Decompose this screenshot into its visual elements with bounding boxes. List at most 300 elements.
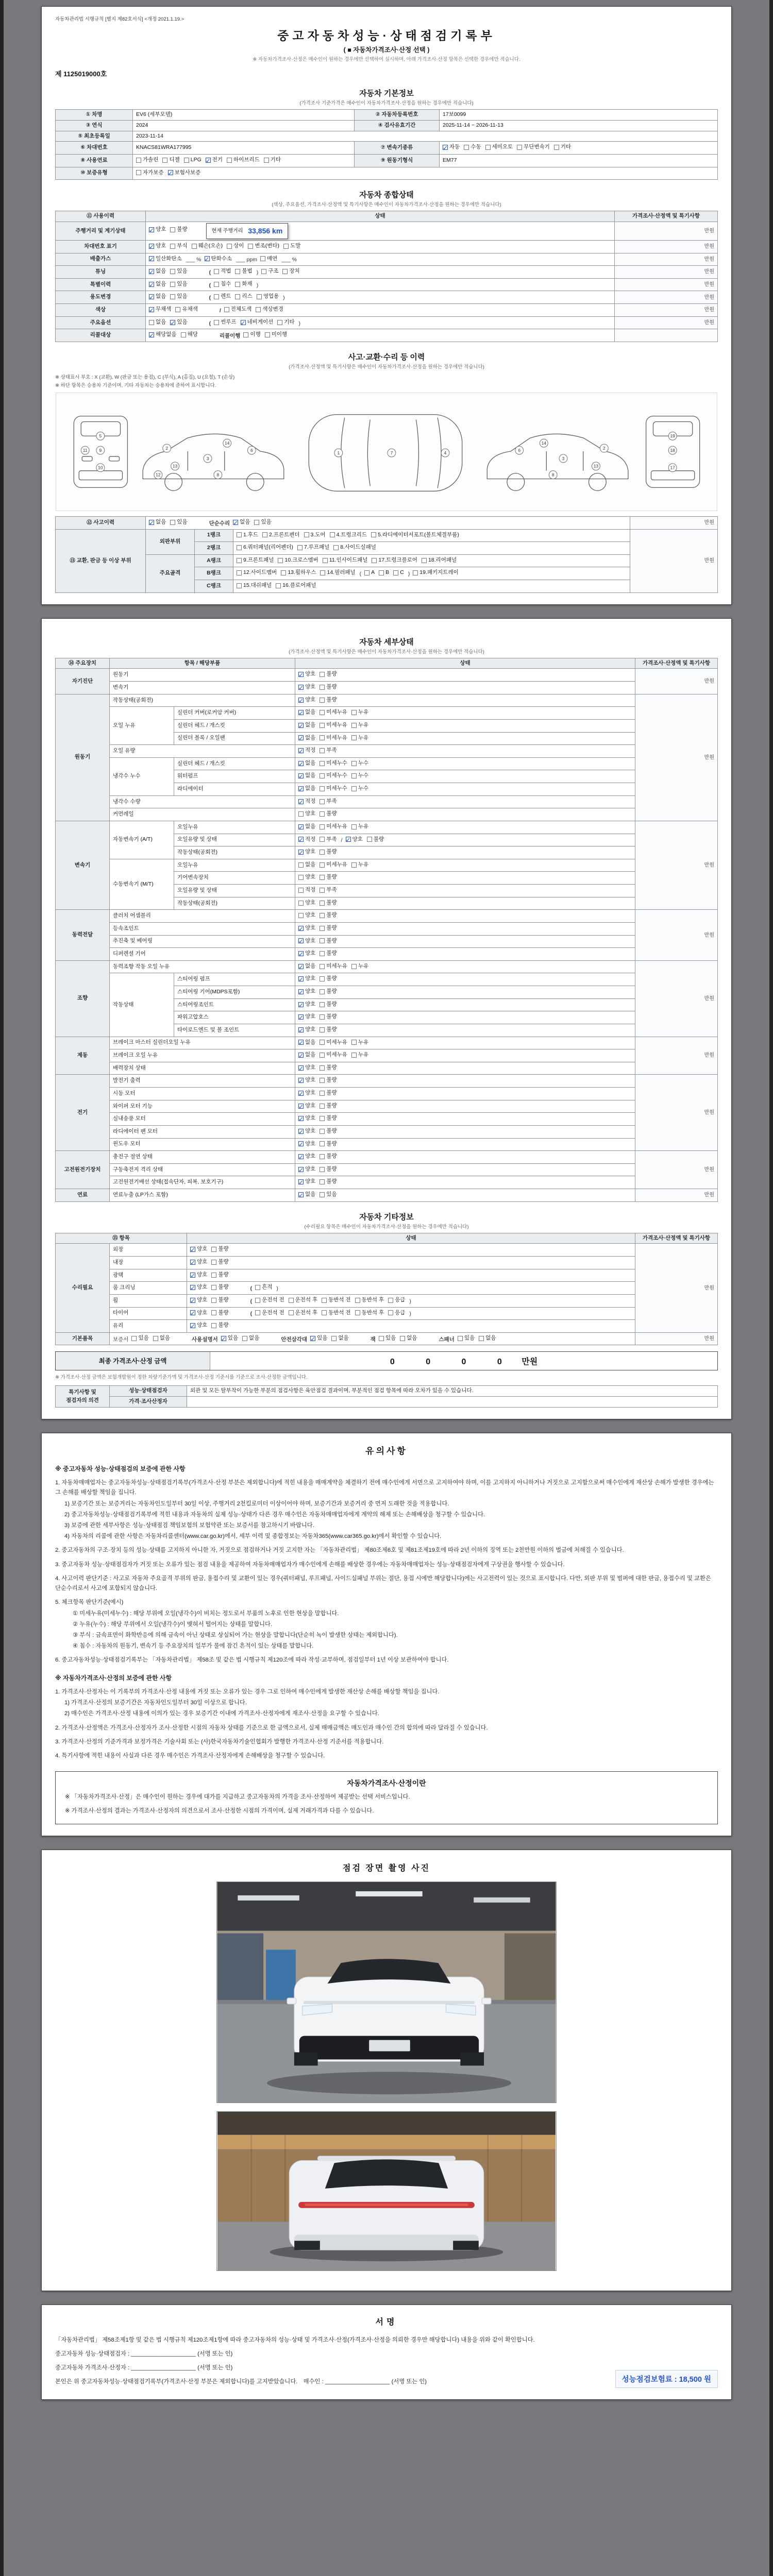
table-cell xyxy=(635,1244,718,1332)
checkbox-checked[interactable]: ✓ 없음 xyxy=(298,734,315,742)
checkbox-unchecked[interactable]: 부족 xyxy=(320,747,337,755)
cell-text: ⑫ 사고이력 xyxy=(87,519,114,526)
notice-heading: ※ 자동차가격조사·산정의 보증에 관한 사항 xyxy=(55,1674,172,1682)
checkbox-unchecked[interactable]: A xyxy=(364,569,375,577)
checkbox-unchecked[interactable]: 미이행 xyxy=(265,331,287,339)
checkbox-unchecked[interactable]: 썬루프 xyxy=(214,318,236,327)
table-header-cell xyxy=(56,142,133,155)
checkbox-unchecked[interactable]: 리스 xyxy=(235,293,252,301)
checkbox-unchecked[interactable]: 렌트 xyxy=(214,293,231,301)
checkbox-checked[interactable]: ✓ 양호 xyxy=(346,836,363,844)
checkbox-unchecked[interactable]: 불량 xyxy=(320,1114,337,1123)
table-cell xyxy=(630,516,718,529)
checkbox-checked[interactable]: ✓ 없음 xyxy=(298,1051,315,1059)
table-cell xyxy=(635,821,718,909)
checkbox-unchecked[interactable]: 부족 xyxy=(320,886,337,894)
checkbox-unchecked[interactable]: 상이 xyxy=(227,242,244,250)
checkbox-unchecked[interactable]: 19.패키지트레이 xyxy=(413,569,458,577)
table-cell xyxy=(110,682,295,694)
table-header-cell xyxy=(195,567,233,580)
table-cell xyxy=(133,167,718,180)
table-cell xyxy=(110,694,295,707)
checkbox-unchecked[interactable]: 불량 xyxy=(211,1271,228,1279)
checkbox-checked[interactable]: ✓ 없음 xyxy=(298,823,315,831)
checkbox-checked[interactable]: ✓ 양호 xyxy=(298,1127,315,1136)
accident-legend: ※ 상태표시 부호 : X (교환), W (판금 또는 용접), C (부식), A (흠집), U (요철), T (손상) xyxy=(55,374,235,380)
checkbox-unchecked[interactable]: 유채색 xyxy=(175,306,197,314)
checkbox-unchecked[interactable]: 동반석 후 xyxy=(355,1309,384,1317)
cell-text: 냉각수 누수 xyxy=(113,773,141,779)
checkbox-checked[interactable]: ✓ 양호 xyxy=(298,1140,315,1148)
table-cell xyxy=(615,291,718,304)
cell-text: 만원 xyxy=(704,932,714,938)
checkbox-checked[interactable]: ✓ 없음 xyxy=(149,280,166,289)
checkbox-checked[interactable]: ✓ 양호 xyxy=(298,1076,315,1084)
table-cell xyxy=(233,554,630,567)
checkbox-checked[interactable]: ✓ 없음 xyxy=(149,293,166,301)
cell-text: 작동상태(공회전) xyxy=(177,900,217,906)
checkbox-checked[interactable]: ✓ 양호 xyxy=(190,1283,207,1292)
checkbox-unchecked[interactable]: 5.라디에이터서포트(볼트체결부품) xyxy=(371,531,459,539)
inspection-insurance-fee: 성능점검보험료 : 18,500 원 xyxy=(615,2370,718,2388)
checkbox-checked[interactable]: ✓ 양호 xyxy=(298,848,315,856)
checkbox-checked[interactable]: ✓ 양호 xyxy=(298,670,315,679)
checkbox-unchecked[interactable]: 해당 xyxy=(181,331,198,339)
checkbox-unchecked[interactable]: 불량 xyxy=(211,1296,228,1304)
cell-text: EM77 xyxy=(443,157,457,163)
checkbox-unchecked[interactable]: 누유 xyxy=(351,962,368,971)
checkbox-unchecked[interactable]: 누유 xyxy=(351,708,368,717)
checkbox-checked[interactable]: ✓ 무채색 xyxy=(149,306,171,314)
checkbox-unchecked[interactable]: 누유 xyxy=(351,861,368,869)
table-header-cell xyxy=(56,1332,110,1345)
checkbox-checked[interactable]: ✓ 양호 xyxy=(298,696,315,704)
checkbox-unchecked[interactable]: 있음 xyxy=(131,1334,148,1343)
checkbox-checked[interactable]: ✓ 양호 xyxy=(298,683,315,691)
checkbox-unchecked[interactable]: 11.인사이드패널 xyxy=(323,556,368,565)
cell-text: KNACS81WRA177995 xyxy=(136,144,192,151)
checkbox-checked[interactable]: ✓ 양호 xyxy=(149,242,166,250)
checkbox-checked[interactable]: ✓ 양호 xyxy=(298,1089,315,1097)
checkbox-unchecked[interactable]: 없음 xyxy=(153,1334,170,1343)
svg-text:3: 3 xyxy=(562,455,565,461)
checkbox-unchecked[interactable]: LPG xyxy=(184,156,201,164)
table-cell xyxy=(295,998,635,1011)
checkbox-checked[interactable]: ✓ 네비게이션 xyxy=(241,318,274,327)
checkbox-checked[interactable]: ✓ 있음 xyxy=(310,1334,327,1343)
checkbox-unchecked[interactable]: 화재 xyxy=(235,280,252,289)
checkbox-unchecked[interactable]: 누유 xyxy=(351,1039,368,1047)
checkbox-unchecked[interactable]: 불량 xyxy=(211,1283,228,1292)
checkbox-unchecked[interactable]: 세미오토 xyxy=(485,143,513,151)
table-cell xyxy=(233,542,630,555)
checkbox-checked[interactable]: ✓ 양호 xyxy=(298,1165,315,1174)
checkbox-checked[interactable]: ✓ 양호 xyxy=(298,1013,315,1021)
checkbox-checked[interactable]: ✓ 양호 xyxy=(190,1245,207,1253)
checkbox-checked[interactable]: ✓ 없음 xyxy=(149,267,166,276)
checkbox-unchecked[interactable]: 있음 xyxy=(379,1334,396,1343)
table-cell xyxy=(295,694,635,707)
checkbox-unchecked[interactable]: 불법 xyxy=(235,267,252,276)
checkbox-unchecked[interactable]: 불량 xyxy=(320,683,337,691)
notice-line: 4) 자동차의 리콜에 관한 사항은 자동차리콜센터(www.car.go.kr)에서, 세부 이력 및 종합정보는 자동차365(www.car365.go.kr)에서 확인할 수 있습니다. xyxy=(64,1533,442,1540)
cell-text: 만원 xyxy=(704,307,714,313)
checkbox-unchecked[interactable]: 운전석 전 xyxy=(255,1309,284,1317)
checkbox-unchecked[interactable]: 적정 xyxy=(298,886,315,894)
checkbox-unchecked[interactable]: 누수 xyxy=(351,759,368,768)
checkbox-checked[interactable]: ✓ 양호 xyxy=(298,1114,315,1123)
checkbox-unchecked[interactable]: 불량 xyxy=(320,1165,337,1174)
checkbox-unchecked[interactable]: 양호 xyxy=(298,899,315,907)
checkbox-unchecked[interactable]: 색상변경 xyxy=(256,306,283,314)
checkbox-unchecked[interactable]: 8.사이드실패널 xyxy=(333,544,376,552)
accident-history-table xyxy=(55,516,718,593)
checkbox-unchecked[interactable]: 불량 xyxy=(320,1013,337,1021)
checkbox-unchecked[interactable]: 미세누유 xyxy=(320,1051,347,1059)
checkbox-unchecked[interactable]: 불량 xyxy=(320,924,337,933)
checkbox-unchecked[interactable]: 동반석 후 xyxy=(355,1296,384,1304)
checkbox-unchecked[interactable]: 12.사이드멤버 xyxy=(237,569,277,577)
checkbox-unchecked[interactable]: 있음 xyxy=(458,1334,475,1343)
checkbox-unchecked[interactable]: 불량 xyxy=(320,911,337,920)
checkbox-unchecked[interactable]: 운전석 전 xyxy=(255,1296,284,1304)
checkbox-checked[interactable]: ✓ 없음 xyxy=(298,708,315,717)
checkbox-unchecked[interactable]: 변조(변타) xyxy=(248,242,279,250)
checkbox-unchecked[interactable]: 3.도어 xyxy=(304,531,326,539)
checkbox-unchecked[interactable]: 양호 xyxy=(298,873,315,882)
checkbox-unchecked[interactable]: 영업용 xyxy=(257,293,279,301)
checkbox-unchecked[interactable]: C xyxy=(393,569,404,577)
cell-text: 만원 xyxy=(704,244,714,250)
cell-text: 오일유량 및 상태 xyxy=(177,836,217,843)
checkbox-unchecked[interactable]: 부족 xyxy=(320,836,337,844)
cell-text: 실린더 헤드 / 개스킷 xyxy=(177,722,225,728)
checkbox-unchecked[interactable]: 동반석 전 xyxy=(322,1296,351,1304)
checkbox-unchecked[interactable]: 불량 xyxy=(170,226,187,234)
checkbox-unchecked[interactable]: 2.프론트펜더 xyxy=(262,531,299,539)
checkbox-unchecked[interactable]: 구조 xyxy=(261,267,278,276)
signature-lines xyxy=(55,2331,535,2388)
checkbox-checked[interactable]: ✓ 없음 xyxy=(298,1039,315,1047)
checkbox-unchecked[interactable]: 미세누유 xyxy=(320,708,347,717)
checkbox-unchecked[interactable]: 없음 xyxy=(298,861,315,869)
checkbox-checked[interactable]: ✓ 적정 xyxy=(298,747,315,755)
checkbox-unchecked[interactable]: 1.후드 xyxy=(237,531,258,539)
table-cell xyxy=(295,783,635,796)
table-header-cell xyxy=(56,222,146,240)
checkbox-unchecked[interactable]: 불량 xyxy=(320,873,337,882)
table-row xyxy=(56,745,718,758)
svg-text:13: 13 xyxy=(172,463,178,469)
checkbox-unchecked[interactable]: 불량 xyxy=(320,1102,337,1110)
checkbox-unchecked[interactable]: 없음 xyxy=(400,1334,417,1343)
checkbox-unchecked[interactable]: 흔적 xyxy=(255,1283,272,1292)
cell-text: 만원 xyxy=(704,1336,714,1342)
checkbox-unchecked[interactable]: 15.대쉬패널 xyxy=(237,582,272,590)
checkbox-unchecked[interactable]: 도말 xyxy=(283,242,300,250)
checkbox-unchecked[interactable]: 불량 xyxy=(320,1089,337,1097)
cell-text: 실내송풍 모터 xyxy=(113,1115,146,1122)
table-cell xyxy=(174,1011,295,1024)
cell-text: 항목 / 해당부품 xyxy=(184,659,221,666)
checkbox-checked[interactable]: ✓ 있음 xyxy=(221,1334,238,1343)
table-row xyxy=(56,1332,718,1345)
checkbox-unchecked[interactable]: 양호 xyxy=(298,911,315,920)
cell-text: C랭크 xyxy=(207,582,221,589)
table-cell xyxy=(295,1011,635,1024)
inline-label: ( xyxy=(250,1298,253,1304)
checkbox-unchecked[interactable]: 불량 xyxy=(320,1178,337,1186)
table-cell xyxy=(174,783,295,796)
checkbox-checked[interactable]: ✓ 없음 xyxy=(298,785,315,793)
checkbox-checked[interactable]: ✓ 있음 xyxy=(170,318,187,327)
checkbox-unchecked[interactable]: 불량 xyxy=(320,1153,337,1161)
checkbox-unchecked[interactable]: 운전석 후 xyxy=(289,1296,318,1304)
checkbox-unchecked[interactable]: 자가보증 xyxy=(136,169,164,177)
checkbox-unchecked[interactable]: 기타 xyxy=(277,318,294,327)
checkbox-unchecked[interactable]: 침수 xyxy=(214,280,231,289)
checkbox-unchecked[interactable]: 미세누유 xyxy=(320,1039,347,1047)
cell-text: 외판부위 xyxy=(159,538,181,545)
cell-text: 용도변경 xyxy=(90,294,111,300)
checkbox-unchecked[interactable]: 9.프론트패널 xyxy=(237,556,274,565)
checkbox-checked[interactable]: ✓ 일산화탄소 xyxy=(149,255,182,263)
checkbox-unchecked[interactable]: 미세누수 xyxy=(320,772,347,780)
checkbox-unchecked[interactable]: 없음 xyxy=(331,1334,348,1343)
checkbox-unchecked[interactable]: 하이브리드 xyxy=(227,156,260,164)
inline-label: ( xyxy=(209,295,211,301)
checkbox-unchecked[interactable]: 미세누유 xyxy=(320,721,347,730)
checkbox-checked[interactable]: ✓ 전기 xyxy=(206,156,223,164)
checkbox-unchecked[interactable]: 미세누유 xyxy=(320,962,347,971)
checkbox-unchecked[interactable]: 응급 xyxy=(388,1296,405,1304)
cell-text: 유리 xyxy=(113,1323,124,1329)
cell-text: 라디에이터 xyxy=(177,785,204,792)
final-appraisal-value xyxy=(210,1352,717,1370)
checkbox-unchecked[interactable]: 불량 xyxy=(320,848,337,856)
checkbox-checked[interactable]: ✓ 양호 xyxy=(298,1026,315,1034)
checkbox-unchecked[interactable]: 불량 xyxy=(211,1309,228,1317)
checkbox-unchecked[interactable]: 14.필러패널 xyxy=(320,569,355,577)
checkbox-unchecked[interactable]: 불량 xyxy=(211,1321,228,1330)
checkbox-unchecked[interactable]: 누유 xyxy=(351,823,368,831)
cell-text: 오일누유 xyxy=(177,861,198,868)
table-row xyxy=(56,131,718,142)
checkbox-unchecked[interactable]: 13.휠하우스 xyxy=(281,569,316,577)
section-note-accident: (가격조사·산정액 및 특기사항은 매수인이 자동차가격조사·산정을 원하는 경우에만 적습니다) xyxy=(289,364,484,370)
checkbox-unchecked[interactable]: 불량 xyxy=(320,1001,337,1009)
checkbox-unchecked[interactable]: 적법 xyxy=(214,267,231,276)
checkbox-unchecked[interactable]: 있음 xyxy=(320,1191,337,1199)
checkbox-unchecked[interactable]: 무단변속기 xyxy=(517,143,550,151)
checkbox-unchecked[interactable]: 불량 xyxy=(320,1127,337,1136)
checkbox-unchecked[interactable]: 불량 xyxy=(320,1026,337,1034)
checkbox-unchecked[interactable]: 불량 xyxy=(211,1258,228,1266)
checkbox-checked[interactable]: ✓ 양호 xyxy=(298,1102,315,1110)
checkbox-unchecked[interactable]: 기타 xyxy=(554,143,571,151)
document-subtitle-note: ※ 자동차가격조사·산정은 매수인이 원하는 경우에만 선택하여 실시하며, 아래 가격조사·산정 항목은 선택한 경우에만 적습니다. xyxy=(253,57,520,62)
table-cell xyxy=(233,529,630,542)
table-header-cell xyxy=(56,266,146,279)
checkbox-unchecked[interactable]: 기타 xyxy=(264,156,281,164)
checkbox-unchecked[interactable]: 누유 xyxy=(351,734,368,742)
checkbox-unchecked[interactable]: 누수 xyxy=(351,785,368,793)
checkbox-checked[interactable]: ✓ 양호 xyxy=(298,975,315,983)
checkbox-checked[interactable]: ✓ 양호 xyxy=(190,1258,207,1266)
checkbox-unchecked[interactable]: 응급 xyxy=(388,1309,405,1317)
checkbox-unchecked[interactable]: 4.트렁크리드 xyxy=(330,531,367,539)
checkbox-unchecked[interactable]: 불량 xyxy=(320,899,337,907)
checkbox-unchecked[interactable]: 불량 xyxy=(320,670,337,679)
checkbox-unchecked[interactable]: 전체도색 xyxy=(224,306,252,314)
checkbox-unchecked[interactable]: 불량 xyxy=(320,810,337,818)
table-row xyxy=(56,922,718,935)
inline-label: ) xyxy=(409,1298,411,1304)
checkbox-unchecked[interactable]: 미세누유 xyxy=(320,823,347,831)
checkbox-unchecked[interactable]: 있음 xyxy=(170,280,187,289)
checkbox-checked[interactable]: ✓ 양호 xyxy=(298,988,315,996)
checkbox-checked[interactable]: ✓ 없음 xyxy=(149,518,166,527)
checkbox-unchecked[interactable]: 불량 xyxy=(320,1064,337,1072)
cell-text: ⑥ 차대번호 xyxy=(80,144,108,151)
table-cell xyxy=(110,795,295,808)
checkbox-unchecked[interactable]: 없음 xyxy=(479,1334,496,1343)
checkbox-unchecked[interactable]: 장치 xyxy=(282,267,299,276)
checkbox-checked[interactable]: ✓ 적정 xyxy=(298,836,315,844)
cell-text: ⑩ 보증유형 xyxy=(80,170,108,176)
table-row xyxy=(56,973,718,986)
checkbox-checked[interactable]: ✓ 양호 xyxy=(190,1271,207,1279)
checkbox-unchecked[interactable]: 불량 xyxy=(320,1076,337,1084)
cell-text: ⑭ 주요장치 xyxy=(69,659,96,666)
checkbox-unchecked[interactable]: 18.리어패널 xyxy=(422,556,457,565)
notice-line: 4. 특기사항에 적힌 내용이 사실과 다른 경우 매수인은 가격조사·산정자에게 손해배상을 청구할 수 있습니다. xyxy=(55,1752,325,1759)
checkbox-unchecked[interactable]: 불량 xyxy=(320,937,337,945)
checkbox-unchecked[interactable]: 불량 xyxy=(211,1245,228,1253)
checkbox-unchecked[interactable]: 없음 xyxy=(149,318,166,327)
checkbox-unchecked[interactable]: 6.쿼터패널(리어펜더) xyxy=(237,544,293,552)
checkbox-unchecked[interactable]: 있음 xyxy=(170,267,187,276)
document-subtitle: ( ■ 자동차가격조사·산정 선택 ) xyxy=(343,46,430,54)
table-row xyxy=(56,1307,718,1320)
cell-text: 휠 xyxy=(113,1297,119,1303)
table-cell xyxy=(110,859,174,910)
checkbox-checked[interactable]: ✓ 양호 xyxy=(298,1178,315,1186)
checkbox-unchecked[interactable]: 가솔린 xyxy=(136,156,158,164)
checkbox-checked[interactable]: ✓ 양호 xyxy=(149,226,166,234)
checkbox-unchecked[interactable]: 동반석 전 xyxy=(322,1309,351,1317)
table-header-cell xyxy=(295,658,635,669)
cell-text: EV6 (세부모델) xyxy=(136,111,173,117)
table-cell xyxy=(295,1049,635,1062)
checkbox-checked[interactable]: ✓ 적정 xyxy=(298,798,315,806)
cell-text: 1랭크 xyxy=(207,532,221,538)
checkbox-unchecked[interactable]: 불량 xyxy=(320,696,337,704)
checkbox-unchecked[interactable]: 매연 xyxy=(260,255,277,263)
checkbox-unchecked[interactable]: 불량 xyxy=(320,1140,337,1148)
checkbox-unchecked[interactable]: 불량 xyxy=(320,950,337,958)
checkbox-checked[interactable]: ✓ 양호 xyxy=(190,1296,207,1304)
checkbox-checked[interactable]: ✓ 탄화수소 xyxy=(205,255,232,263)
table-header-cell xyxy=(56,516,146,529)
checkbox-unchecked[interactable]: 훼손(오손) xyxy=(192,242,223,250)
checkbox-checked[interactable]: ✓ 없음 xyxy=(298,1191,315,1199)
checkbox-unchecked[interactable]: 누유 xyxy=(351,1051,368,1059)
table-cell xyxy=(295,757,635,770)
checkbox-unchecked[interactable]: 16.플로어패널 xyxy=(276,582,316,590)
checkbox-unchecked[interactable]: 양호 xyxy=(298,810,315,818)
checkbox-unchecked[interactable]: 불량 xyxy=(320,988,337,996)
inspection-photo-rear xyxy=(216,2111,557,2271)
checkbox-unchecked[interactable]: 있음 xyxy=(170,293,187,301)
table-row xyxy=(56,167,718,180)
checkbox-checked[interactable]: ✓ 양호 xyxy=(298,950,315,958)
checkbox-unchecked[interactable]: 불량 xyxy=(367,836,384,844)
checkbox-unchecked[interactable]: B xyxy=(379,569,389,577)
checkbox-unchecked[interactable]: 디젤 xyxy=(162,156,179,164)
cell-text: 2025-11-14 ~ 2026-11-13 xyxy=(443,122,503,128)
checkbox-unchecked[interactable]: 누유 xyxy=(351,721,368,730)
table-cell xyxy=(174,973,295,986)
inline-label: 리콜이행 xyxy=(219,333,241,340)
checkbox-unchecked[interactable]: 수동 xyxy=(464,143,481,151)
inline-label: ( xyxy=(209,269,211,276)
table-cell xyxy=(174,998,295,1011)
checkbox-checked[interactable]: ✓ 자동 xyxy=(443,143,460,151)
checkbox-checked[interactable]: ✓ 양호 xyxy=(190,1309,207,1317)
checkbox-unchecked[interactable]: 17.트렁크플로어 xyxy=(372,556,417,565)
checkbox-unchecked[interactable]: 미세누유 xyxy=(320,861,347,869)
checkbox-unchecked[interactable]: 10.크로스멤버 xyxy=(278,556,318,565)
checkbox-unchecked[interactable]: 있음 xyxy=(170,518,187,527)
checkbox-unchecked[interactable]: 누수 xyxy=(351,772,368,780)
checkbox-checked[interactable]: ✓ 양호 xyxy=(298,924,315,933)
checkbox-checked[interactable]: ✓ 없음 xyxy=(298,962,315,971)
checkbox-checked[interactable]: ✓ 보험사보증 xyxy=(168,169,201,177)
checkbox-unchecked[interactable]: 불량 xyxy=(320,975,337,983)
cell-text: 실린더 커버(로커암 커버) xyxy=(177,709,237,716)
checkbox-checked[interactable]: ✓ 없음 xyxy=(298,721,315,730)
cell-text: 오일 유량 xyxy=(113,748,136,754)
cell-text: 성능·상태점검자 xyxy=(129,1387,167,1394)
checkbox-unchecked[interactable]: 있음 xyxy=(254,518,271,527)
checkbox-checked[interactable]: ✓ 양호 xyxy=(298,1153,315,1161)
checkbox-checked[interactable]: ✓ 양호 xyxy=(190,1321,207,1330)
table-cell xyxy=(295,1100,635,1113)
checkbox-checked[interactable]: ✓ 양호 xyxy=(298,1064,315,1072)
checkbox-unchecked[interactable]: 7.루프패널 xyxy=(297,544,329,552)
notice-line: 3) 보증에 관한 세부사항은 성능·상태점검 책임보험의 보험약관 또는 보증서를 참고하시기 바랍니다. xyxy=(64,1522,314,1529)
checkbox-unchecked[interactable]: 운전석 후 xyxy=(289,1309,318,1317)
checkbox-checked[interactable]: ✓ 양호 xyxy=(298,1001,315,1009)
table-cell xyxy=(635,669,718,694)
checkbox-unchecked[interactable]: 미세누유 xyxy=(320,734,347,742)
checkbox-unchecked[interactable]: 없음 xyxy=(242,1334,259,1343)
checkbox-unchecked[interactable]: 부족 xyxy=(320,798,337,806)
checkbox-checked[interactable]: ✓ 없음 xyxy=(298,772,315,780)
checkbox-checked[interactable]: ✓ 없음 xyxy=(298,759,315,768)
checkbox-unchecked[interactable]: 부식 xyxy=(170,242,187,250)
checkbox-unchecked[interactable]: 미세누수 xyxy=(320,785,347,793)
cell-text: A랭크 xyxy=(207,557,221,564)
cell-text: 주요옵션 xyxy=(90,319,111,326)
checkbox-unchecked[interactable]: 미세누수 xyxy=(320,759,347,768)
table-cell xyxy=(295,821,635,834)
checkbox-checked[interactable]: ✓ 양호 xyxy=(298,937,315,945)
checkbox-checked[interactable]: ✓ 없음 xyxy=(233,518,250,527)
checkbox-unchecked[interactable]: 이행 xyxy=(243,331,260,339)
checkbox-checked[interactable]: ✓ 해당없음 xyxy=(149,331,177,339)
